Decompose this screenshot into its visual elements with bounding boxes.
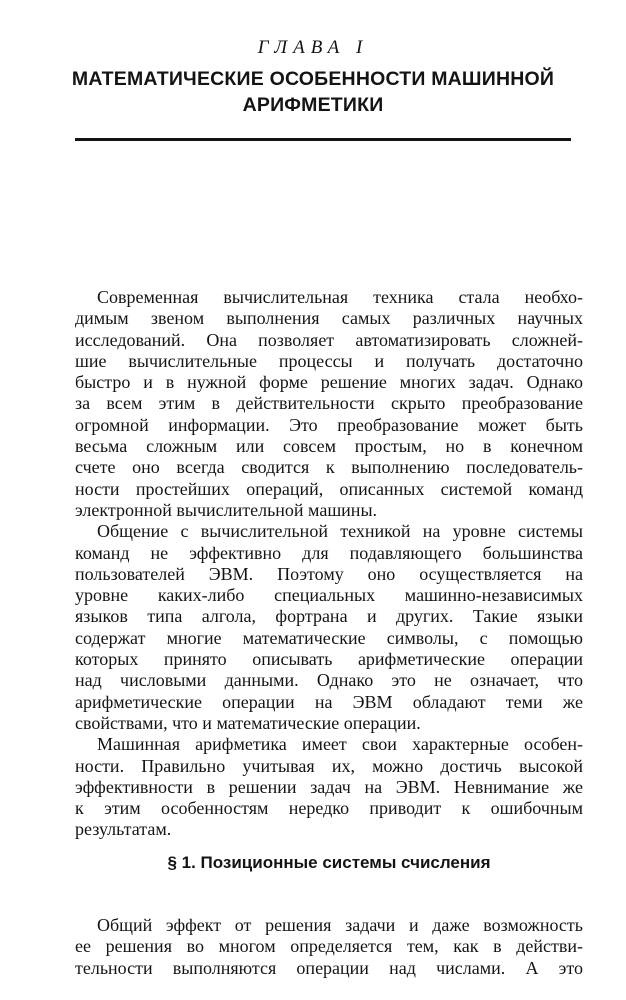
text-line: к этим особенностям нередко приводит к ошибочным [75,798,583,819]
text-line: арифметические операции на ЭВМ обладают теми же [75,691,583,712]
text-line: команд не эффективно для подавляющего большинства [75,542,583,563]
text-line: быстро и в нужной форме решение многих задач. Однако [75,372,583,393]
text-line: шие вычислительные процессы и получать достаточно [75,350,583,371]
text-line: содержат многие математические символы, с помощью [75,627,583,648]
section-heading: § 1. Позиционные системы счисления [167,853,491,872]
chapter-intro-text [75,287,583,841]
text-line: свойствами, что и математические операции. [75,712,421,733]
text-line: пользователей ЭВМ. Поэтому оно осуществляется на [75,563,583,584]
text-line: Современная вычислительная техника стала необхо- [97,287,583,307]
text-line: димым звеном выполнения самых различных научных [75,308,583,329]
text-line: огромной информации. Это преобразование может быть [75,414,583,435]
text-line: Общение с вычислительной техникой на уровне системы [97,521,583,542]
text-line: которых принято описывать арифметические операции [75,649,583,670]
text-line: над числовыми данными. Однако это не означает, что [75,670,583,691]
text-line: весьма сложным или совсем простым, но в конечном [75,436,583,457]
text-line: ности простейших операций, описанных системой команд [75,478,583,499]
text-line: за всем этим в действительности скрыто преобразование [75,393,583,414]
chapter-title-line: АРИФМЕТИКИ [242,94,384,116]
text-line: счете оно всегда сводится к выполнению последователь- [75,457,583,478]
text-line: языков типа алгола, фортрана и других. Такие языки [75,606,583,627]
text-line: тельности выполняются операции над числами. А это [75,957,583,978]
chapter-title [60,66,566,118]
text-line: исследований. Она позволяет автоматизировать сложней- [75,329,583,350]
text-line: Машинная арифметика имеет свои характерные особен- [97,734,583,755]
text-line: электронной вычислительной машины. [75,499,378,520]
chapter-title-line: МАТЕМАТИЧЕСКИЕ ОСОБЕННОСТИ МАШИННОЙ [71,68,555,90]
text-line: результатам. [75,819,172,840]
chapter-divider-rule [75,138,571,141]
text-line: ее решения во многом определяется тем, как в действи- [75,936,583,957]
text-line: ности. Правильно учитывая их, можно достичь высокой [75,755,583,776]
text-line: Общий эффект от решения задачи и даже возможность [97,915,583,935]
text-line: уровне каких-либо специальных машинно-независимых [75,585,583,606]
text-line: эффективности в решении задач на ЭВМ. Невнимание же [75,776,583,797]
section-text [75,915,583,979]
chapter-label: ГЛАВА I [257,37,369,58]
